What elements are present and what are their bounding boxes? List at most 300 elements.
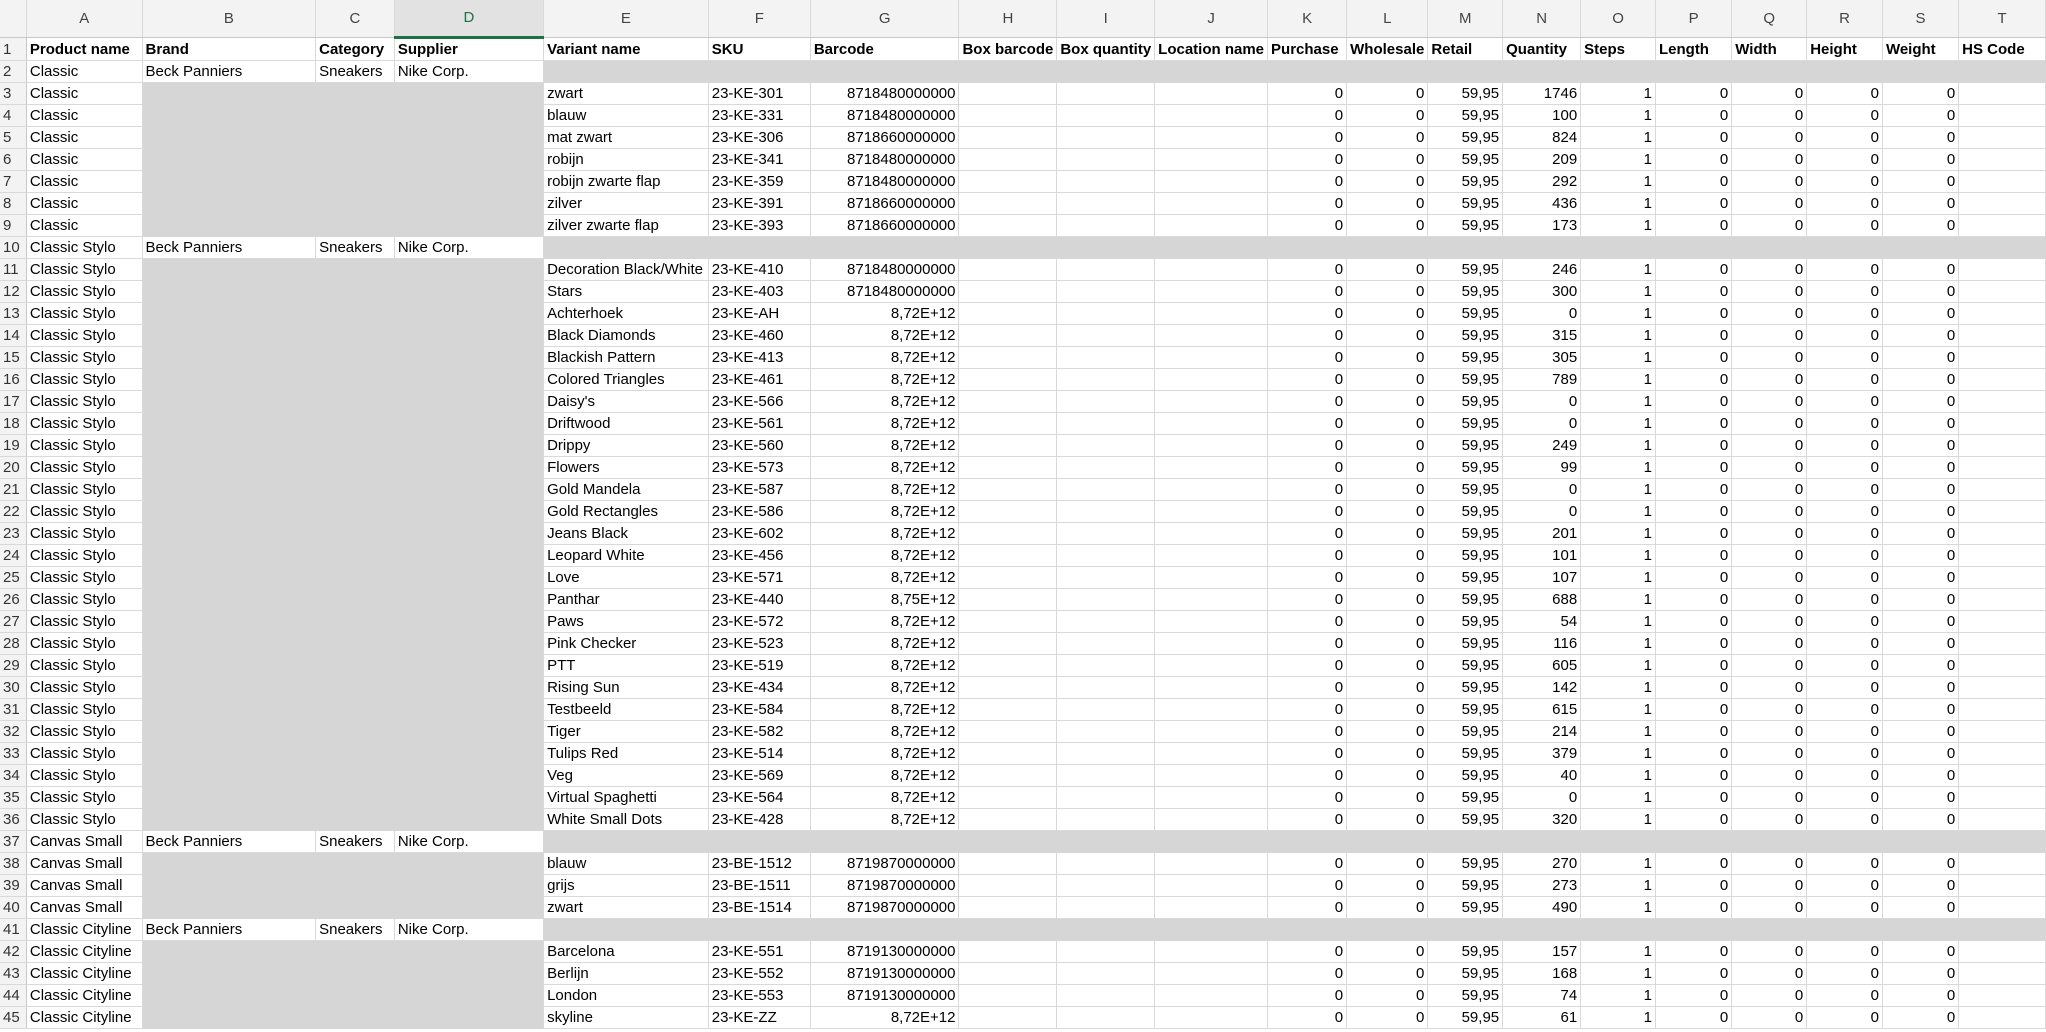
cell[interactable]	[1959, 105, 2046, 127]
cell[interactable]	[1057, 633, 1155, 655]
cell[interactable]: 0	[1347, 83, 1428, 105]
cell[interactable]	[142, 765, 316, 787]
row-header[interactable]: 14	[0, 325, 26, 347]
cell[interactable]: 0	[1268, 545, 1347, 567]
cell[interactable]: 0	[1655, 105, 1731, 127]
cell[interactable]	[1155, 457, 1268, 479]
cell[interactable]: 8,72E+12	[810, 633, 959, 655]
cell[interactable]: 0	[1347, 633, 1428, 655]
cell[interactable]	[1155, 1007, 1268, 1029]
cell[interactable]	[1959, 721, 2046, 743]
row-header[interactable]: 44	[0, 985, 26, 1007]
cell[interactable]	[1155, 721, 1268, 743]
field-header-cell[interactable]: Variant name	[544, 38, 709, 61]
cell[interactable]: 59,95	[1428, 193, 1503, 215]
cell[interactable]	[1807, 61, 1883, 83]
cell[interactable]: 59,95	[1428, 567, 1503, 589]
cell[interactable]	[1959, 303, 2046, 325]
cell[interactable]	[142, 501, 316, 523]
cell[interactable]	[394, 655, 543, 677]
cell[interactable]	[1155, 391, 1268, 413]
cell[interactable]: 0	[1655, 171, 1731, 193]
cell[interactable]: 59,95	[1428, 171, 1503, 193]
cell[interactable]	[142, 545, 316, 567]
cell[interactable]: 0	[1807, 611, 1883, 633]
cell[interactable]	[1882, 237, 1958, 259]
cell[interactable]: 0	[1807, 171, 1883, 193]
cell[interactable]	[316, 721, 395, 743]
cell[interactable]	[394, 391, 543, 413]
cell[interactable]: 74	[1503, 985, 1581, 1007]
cell[interactable]: Classic Stylo	[26, 391, 142, 413]
row-header[interactable]: 17	[0, 391, 26, 413]
cell[interactable]	[959, 61, 1057, 83]
cell[interactable]: 23-KE-552	[708, 963, 810, 985]
cell[interactable]	[1155, 809, 1268, 831]
cell[interactable]: zwart	[544, 83, 709, 105]
cell[interactable]: 0	[1807, 501, 1883, 523]
cell[interactable]: Driftwood	[544, 413, 709, 435]
cell[interactable]: 0	[1882, 215, 1958, 237]
cell[interactable]: robijn	[544, 149, 709, 171]
cell[interactable]: 23-KE-587	[708, 479, 810, 501]
cell[interactable]	[1057, 369, 1155, 391]
cell[interactable]: 59,95	[1428, 347, 1503, 369]
cell[interactable]: 1	[1581, 1007, 1656, 1029]
cell[interactable]	[394, 479, 543, 501]
cell[interactable]: 8,72E+12	[810, 501, 959, 523]
field-header-cell[interactable]: Box quantity	[1057, 38, 1155, 61]
cell[interactable]: 789	[1503, 369, 1581, 391]
cell[interactable]	[316, 655, 395, 677]
cell[interactable]: 0	[1882, 281, 1958, 303]
cell[interactable]: 0	[1655, 127, 1731, 149]
cell[interactable]	[1057, 457, 1155, 479]
cell[interactable]	[1959, 83, 2046, 105]
cell[interactable]	[959, 721, 1057, 743]
cell[interactable]: 0	[1268, 875, 1347, 897]
cell[interactable]: 0	[1807, 941, 1883, 963]
cell[interactable]	[316, 743, 395, 765]
cell[interactable]	[142, 413, 316, 435]
cell[interactable]	[1155, 655, 1268, 677]
cell[interactable]	[1155, 193, 1268, 215]
cell[interactable]: 824	[1503, 127, 1581, 149]
cell[interactable]: 0	[1882, 809, 1958, 831]
cell[interactable]: 0	[1347, 369, 1428, 391]
cell[interactable]: Classic Stylo	[26, 809, 142, 831]
cell[interactable]: zilver	[544, 193, 709, 215]
cell[interactable]: Beck Panniers	[142, 61, 316, 83]
field-header-cell[interactable]: Height	[1807, 38, 1883, 61]
cell[interactable]: 0	[1732, 171, 1807, 193]
cell[interactable]	[1959, 875, 2046, 897]
cell[interactable]	[316, 875, 395, 897]
cell[interactable]: 0	[1347, 853, 1428, 875]
cell[interactable]: 59,95	[1428, 105, 1503, 127]
cell[interactable]: 0	[1732, 721, 1807, 743]
cell[interactable]: 0	[1268, 567, 1347, 589]
column-header-f[interactable]: F	[708, 0, 810, 38]
cell[interactable]	[1155, 897, 1268, 919]
cell[interactable]	[1959, 127, 2046, 149]
cell[interactable]	[1057, 919, 1155, 941]
cell[interactable]: 0	[1655, 457, 1731, 479]
row-header[interactable]: 39	[0, 875, 26, 897]
cell[interactable]	[316, 545, 395, 567]
cell[interactable]: 59,95	[1428, 875, 1503, 897]
cell[interactable]: 0	[1268, 413, 1347, 435]
cell[interactable]: 8718480000000	[810, 171, 959, 193]
cell[interactable]	[1959, 325, 2046, 347]
cell[interactable]: 0	[1882, 105, 1958, 127]
cell[interactable]: zilver zwarte flap	[544, 215, 709, 237]
cell[interactable]	[316, 809, 395, 831]
cell[interactable]: 8,72E+12	[810, 765, 959, 787]
cell[interactable]	[1155, 501, 1268, 523]
cell[interactable]: 0	[1732, 347, 1807, 369]
cell[interactable]: 0	[1268, 897, 1347, 919]
cell[interactable]: 0	[1347, 765, 1428, 787]
cell[interactable]	[959, 215, 1057, 237]
cell[interactable]	[142, 457, 316, 479]
cell[interactable]: 0	[1268, 523, 1347, 545]
cell[interactable]: 1	[1581, 677, 1656, 699]
cell[interactable]: 1	[1581, 809, 1656, 831]
cell[interactable]	[959, 369, 1057, 391]
cell[interactable]: Classic Stylo	[26, 677, 142, 699]
cell[interactable]	[394, 567, 543, 589]
cell[interactable]: 305	[1503, 347, 1581, 369]
cell[interactable]	[316, 853, 395, 875]
cell[interactable]	[394, 127, 543, 149]
cell[interactable]: 59,95	[1428, 523, 1503, 545]
cell[interactable]	[1057, 611, 1155, 633]
cell[interactable]	[959, 259, 1057, 281]
cell[interactable]: 0	[1347, 567, 1428, 589]
cell[interactable]: 59,95	[1428, 809, 1503, 831]
row-header[interactable]: 10	[0, 237, 26, 259]
cell[interactable]	[708, 831, 810, 853]
cell[interactable]: 1	[1581, 149, 1656, 171]
cell[interactable]: 23-KE-573	[708, 457, 810, 479]
cell[interactable]: 0	[1807, 633, 1883, 655]
cell[interactable]: 0	[1268, 1007, 1347, 1029]
cell[interactable]: 8,72E+12	[810, 523, 959, 545]
cell[interactable]: 8719130000000	[810, 941, 959, 963]
cell[interactable]	[142, 149, 316, 171]
cell[interactable]	[544, 831, 709, 853]
row-header[interactable]: 25	[0, 567, 26, 589]
cell[interactable]: 0	[1655, 677, 1731, 699]
cell[interactable]	[394, 369, 543, 391]
cell[interactable]	[394, 149, 543, 171]
cell[interactable]: 0	[1807, 721, 1883, 743]
cell[interactable]	[1882, 831, 1958, 853]
row-header[interactable]: 1	[0, 38, 26, 61]
cell[interactable]	[959, 303, 1057, 325]
cell[interactable]	[1155, 61, 1268, 83]
cell[interactable]: 8,72E+12	[810, 545, 959, 567]
cell[interactable]: 0	[1807, 853, 1883, 875]
cell[interactable]	[316, 127, 395, 149]
cell[interactable]	[142, 589, 316, 611]
cell[interactable]	[1347, 237, 1428, 259]
cell[interactable]: 23-BE-1511	[708, 875, 810, 897]
cell[interactable]: Sneakers	[316, 237, 395, 259]
cell[interactable]	[316, 281, 395, 303]
cell[interactable]	[142, 809, 316, 831]
cell[interactable]	[1155, 149, 1268, 171]
cell[interactable]	[1959, 413, 2046, 435]
cell[interactable]: Classic Cityline	[26, 941, 142, 963]
cell[interactable]	[810, 237, 959, 259]
cell[interactable]	[142, 611, 316, 633]
cell[interactable]: 0	[1732, 985, 1807, 1007]
cell[interactable]: Classic Cityline	[26, 963, 142, 985]
cell[interactable]: 0	[1807, 413, 1883, 435]
cell[interactable]: 0	[1807, 765, 1883, 787]
cell[interactable]: 0	[1732, 963, 1807, 985]
cell[interactable]: 0	[1268, 83, 1347, 105]
cell[interactable]: 0	[1268, 479, 1347, 501]
cell[interactable]: 0	[1807, 897, 1883, 919]
cell[interactable]	[1959, 567, 2046, 589]
cell[interactable]: 1	[1581, 941, 1656, 963]
cell[interactable]: 0	[1732, 523, 1807, 545]
cell[interactable]: Classic Stylo	[26, 347, 142, 369]
cell[interactable]	[142, 303, 316, 325]
cell[interactable]: 1	[1581, 721, 1656, 743]
cell[interactable]: 270	[1503, 853, 1581, 875]
cell[interactable]: 23-KE-359	[708, 171, 810, 193]
cell[interactable]	[316, 215, 395, 237]
row-header[interactable]: 37	[0, 831, 26, 853]
column-header-c[interactable]: C	[316, 0, 395, 38]
cell[interactable]: 23-KE-572	[708, 611, 810, 633]
cell[interactable]: grijs	[544, 875, 709, 897]
cell[interactable]	[959, 545, 1057, 567]
cell[interactable]	[959, 611, 1057, 633]
cell[interactable]: 8,72E+12	[810, 391, 959, 413]
cell[interactable]	[1057, 985, 1155, 1007]
cell[interactable]	[1581, 61, 1656, 83]
cell[interactable]: 490	[1503, 897, 1581, 919]
cell[interactable]	[1057, 193, 1155, 215]
cell[interactable]	[1057, 875, 1155, 897]
cell[interactable]: 0	[1882, 127, 1958, 149]
cell[interactable]: 0	[1882, 501, 1958, 523]
cell[interactable]: 0	[1268, 127, 1347, 149]
cell[interactable]: Tulips Red	[544, 743, 709, 765]
cell[interactable]: 0	[1882, 369, 1958, 391]
cell[interactable]: Gold Rectangles	[544, 501, 709, 523]
cell[interactable]	[1057, 721, 1155, 743]
cell[interactable]	[959, 435, 1057, 457]
cell[interactable]	[1057, 567, 1155, 589]
cell[interactable]: 0	[1655, 787, 1731, 809]
cell[interactable]: 0	[1807, 985, 1883, 1007]
cell[interactable]: 0	[1807, 215, 1883, 237]
cell[interactable]: 23-KE-569	[708, 765, 810, 787]
cell[interactable]	[316, 633, 395, 655]
cell[interactable]	[959, 347, 1057, 369]
cell[interactable]	[544, 237, 709, 259]
cell[interactable]	[394, 633, 543, 655]
cell[interactable]: 168	[1503, 963, 1581, 985]
cell[interactable]	[1155, 369, 1268, 391]
cell[interactable]: 0	[1347, 941, 1428, 963]
cell[interactable]: 0	[1347, 809, 1428, 831]
cell[interactable]	[1959, 765, 2046, 787]
row-header[interactable]: 34	[0, 765, 26, 787]
cell[interactable]: 0	[1807, 347, 1883, 369]
cell[interactable]: 8718660000000	[810, 215, 959, 237]
cell[interactable]: 8718480000000	[810, 105, 959, 127]
cell[interactable]	[142, 83, 316, 105]
cell[interactable]: 0	[1655, 435, 1731, 457]
cell[interactable]: 0	[1732, 391, 1807, 413]
cell[interactable]	[1959, 545, 2046, 567]
cell[interactable]: 0	[1882, 413, 1958, 435]
cell[interactable]: 0	[1807, 699, 1883, 721]
cell[interactable]	[1155, 435, 1268, 457]
cell[interactable]	[959, 457, 1057, 479]
cell[interactable]	[959, 699, 1057, 721]
cell[interactable]	[394, 523, 543, 545]
cell[interactable]: 0	[1807, 809, 1883, 831]
cell[interactable]	[959, 501, 1057, 523]
cell[interactable]	[394, 677, 543, 699]
cell[interactable]: 0	[1807, 457, 1883, 479]
cell[interactable]	[394, 325, 543, 347]
cell[interactable]: 0	[1882, 545, 1958, 567]
column-header-h[interactable]: H	[959, 0, 1057, 38]
cell[interactable]: Rising Sun	[544, 677, 709, 699]
cell[interactable]	[1959, 61, 2046, 83]
cell[interactable]	[142, 567, 316, 589]
column-header-d[interactable]: D	[394, 0, 543, 38]
cell[interactable]: 59,95	[1428, 941, 1503, 963]
cell[interactable]	[142, 875, 316, 897]
cell[interactable]: 214	[1503, 721, 1581, 743]
cell[interactable]	[959, 391, 1057, 413]
cell[interactable]	[959, 743, 1057, 765]
column-header-t[interactable]: T	[1959, 0, 2046, 38]
cell[interactable]: 0	[1655, 589, 1731, 611]
cell[interactable]	[959, 831, 1057, 853]
cell[interactable]	[810, 919, 959, 941]
cell[interactable]: Jeans Black	[544, 523, 709, 545]
cell[interactable]: 1	[1581, 501, 1656, 523]
cell[interactable]: 59,95	[1428, 259, 1503, 281]
cell[interactable]	[1347, 61, 1428, 83]
cell[interactable]	[959, 149, 1057, 171]
cell[interactable]	[316, 369, 395, 391]
cell[interactable]: Canvas Small	[26, 875, 142, 897]
cell[interactable]: 0	[1655, 303, 1731, 325]
cell[interactable]: 0	[1882, 787, 1958, 809]
cell[interactable]: 0	[1347, 193, 1428, 215]
cell[interactable]	[316, 765, 395, 787]
cell[interactable]: 0	[1503, 787, 1581, 809]
cell[interactable]: 0	[1655, 875, 1731, 897]
cell[interactable]	[959, 127, 1057, 149]
cell[interactable]: Veg	[544, 765, 709, 787]
cell[interactable]: 0	[1655, 347, 1731, 369]
cell[interactable]: 0	[1268, 457, 1347, 479]
cell[interactable]	[394, 303, 543, 325]
cell[interactable]	[142, 193, 316, 215]
cell[interactable]: 1	[1581, 303, 1656, 325]
cell[interactable]: 0	[1655, 897, 1731, 919]
cell[interactable]: Panthar	[544, 589, 709, 611]
cell[interactable]: 8,72E+12	[810, 479, 959, 501]
cell[interactable]: 209	[1503, 149, 1581, 171]
cell[interactable]	[394, 501, 543, 523]
cell[interactable]: 23-KE-AH	[708, 303, 810, 325]
cell[interactable]: Testbeeld	[544, 699, 709, 721]
cell[interactable]	[1959, 479, 2046, 501]
cell[interactable]: 23-KE-393	[708, 215, 810, 237]
cell[interactable]: 0	[1732, 281, 1807, 303]
cell[interactable]	[959, 83, 1057, 105]
row-header[interactable]: 19	[0, 435, 26, 457]
cell[interactable]: Classic Stylo	[26, 369, 142, 391]
cell[interactable]: 8718480000000	[810, 149, 959, 171]
row-header[interactable]: 41	[0, 919, 26, 941]
cell[interactable]: 59,95	[1428, 765, 1503, 787]
cell[interactable]	[394, 83, 543, 105]
cell[interactable]: 59,95	[1428, 1007, 1503, 1029]
cell[interactable]: 0	[1882, 347, 1958, 369]
cell[interactable]: 0	[1655, 721, 1731, 743]
cell[interactable]: Nike Corp.	[394, 61, 543, 83]
cell[interactable]: 0	[1655, 545, 1731, 567]
cell[interactable]: Classic Stylo	[26, 523, 142, 545]
row-header[interactable]: 9	[0, 215, 26, 237]
cell[interactable]: 1	[1581, 369, 1656, 391]
cell[interactable]	[1959, 457, 2046, 479]
cell[interactable]: White Small Dots	[544, 809, 709, 831]
row-header[interactable]: 40	[0, 897, 26, 919]
row-header[interactable]: 22	[0, 501, 26, 523]
cell[interactable]	[1057, 83, 1155, 105]
cell[interactable]: 0	[1503, 479, 1581, 501]
cell[interactable]: 1	[1581, 281, 1656, 303]
cell[interactable]: 0	[1732, 149, 1807, 171]
cell[interactable]: 0	[1807, 281, 1883, 303]
cell[interactable]	[142, 215, 316, 237]
cell[interactable]	[959, 655, 1057, 677]
cell[interactable]: 1	[1581, 325, 1656, 347]
cell[interactable]: 1	[1581, 413, 1656, 435]
column-header-k[interactable]: K	[1268, 0, 1347, 38]
cell[interactable]	[1268, 237, 1347, 259]
cell[interactable]	[1732, 237, 1807, 259]
cell[interactable]	[142, 655, 316, 677]
cell[interactable]	[316, 303, 395, 325]
cell[interactable]	[810, 831, 959, 853]
cell[interactable]: 59,95	[1428, 215, 1503, 237]
cell[interactable]	[959, 787, 1057, 809]
column-header-q[interactable]: Q	[1732, 0, 1807, 38]
cell[interactable]: Classic	[26, 193, 142, 215]
cell[interactable]	[316, 413, 395, 435]
cell[interactable]: 8718480000000	[810, 259, 959, 281]
cell[interactable]: 0	[1732, 567, 1807, 589]
cell[interactable]: Barcelona	[544, 941, 709, 963]
